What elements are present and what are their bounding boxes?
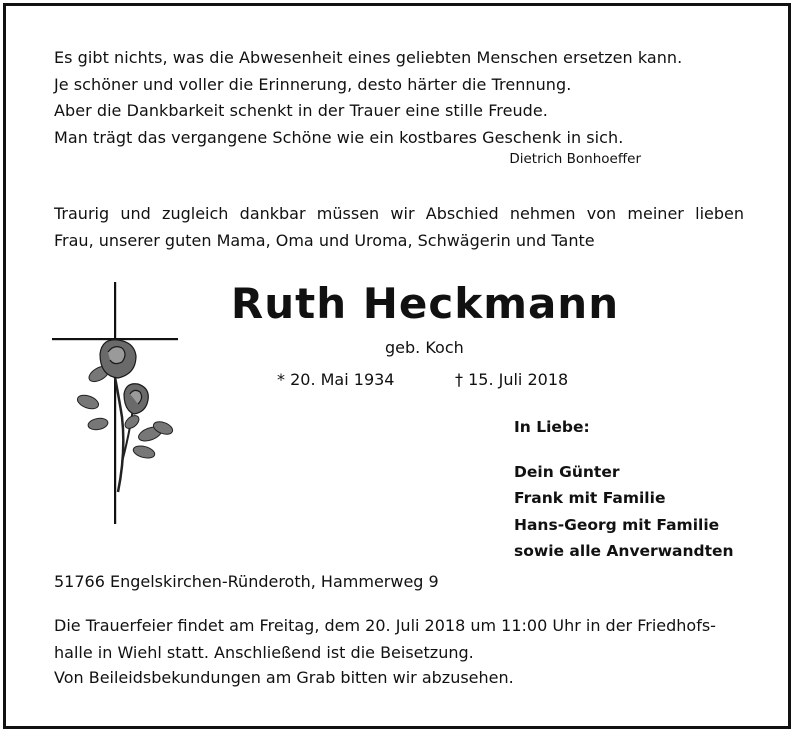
deceased-name: Ruth Heckmann xyxy=(230,279,620,328)
family-member: Hans-Georg mit Familie xyxy=(514,515,720,534)
family-block xyxy=(514,414,734,565)
death-date: † 15. Juli 2018 xyxy=(455,370,569,389)
quote-line: Man trägt das vergangene Schöne wie ein kostbares Geschenk in sich. xyxy=(54,127,624,147)
quote-author: Dietrich Bonhoeffer xyxy=(509,151,641,167)
quote-line: Aber die Dankbarkeit schenkt in der Trauer eine stille Freude. xyxy=(54,101,548,120)
maiden-name: geb. Koch xyxy=(385,338,464,357)
address: 51766 Engelskirchen-Ründeroth, Hammerweg 9 xyxy=(54,572,439,591)
funeral-line: Die Trauerfeier findet am Freitag, dem 20. Juli 2018 um 11:00 Uhr in der Friedhofs- xyxy=(54,616,716,635)
family-member: Dein Günter xyxy=(514,462,620,481)
family-heading: In Liebe: xyxy=(514,418,590,436)
birth-date: * 20. Mai 1934 xyxy=(277,370,395,389)
quote-block xyxy=(54,45,682,151)
family-member: sowie alle Anverwandten xyxy=(514,542,734,560)
funeral-line: halle in Wiehl statt. Anschließend ist die Beisetzung. xyxy=(54,642,474,662)
condolence-note: Von Beileidsbekundungen am Grab bitten wir abzusehen. xyxy=(54,668,514,687)
quote-line: Je schöner und voller die Erinnerung, desto härter die Trennung. xyxy=(54,74,572,94)
quote-line: Es gibt nichts, was die Abwesenheit eines geliebten Menschen ersetzen kann. xyxy=(54,48,683,67)
funeral-info xyxy=(54,613,716,666)
intro-line: Traurig und zugleich dankbar müssen wir Abschied nehmen von meiner lieben xyxy=(54,204,744,223)
intro-text xyxy=(54,200,744,254)
intro-line: Frau, unserer guten Mama, Oma und Uroma, Schwägerin und Tante xyxy=(54,231,595,250)
family-member: Frank mit Familie xyxy=(514,489,666,507)
